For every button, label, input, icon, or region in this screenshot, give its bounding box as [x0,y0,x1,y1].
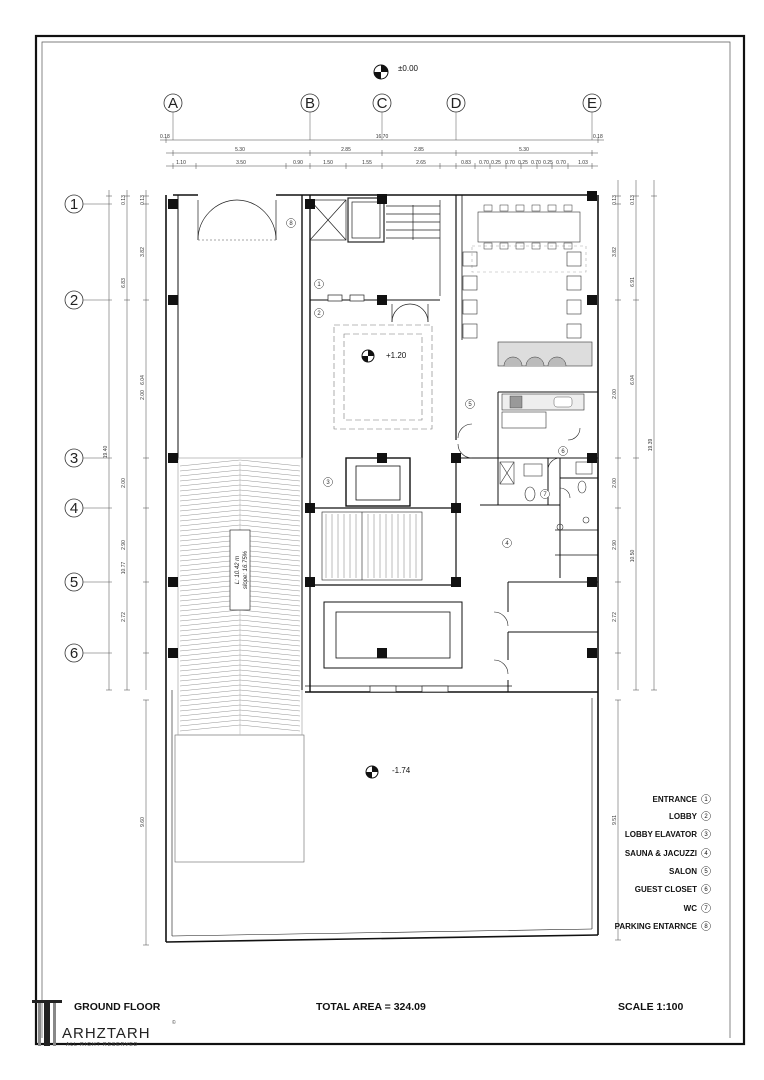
dim-right-inner-2: 2.00 [612,389,618,399]
dim-right-mid-1: 6.91 [630,277,636,287]
room-number-1 [315,280,324,289]
dim-top-mid-0: 5.30 [235,147,245,153]
structural-column [377,648,387,658]
structural-column [305,199,315,209]
dim-top-detail-6: 0.83 [461,160,471,166]
structural-column [587,453,597,463]
legend-label-parking-entrance: PARKING ENTARNCE [614,922,697,931]
grid-col-c-label: C [376,95,388,112]
row-grid [65,195,112,662]
room-number-1-label: 1 [317,282,321,288]
dim-right-inner-1: 3.82 [612,247,618,257]
grid-col-e-label: E [586,95,598,112]
legend-label-sauna: SAUNA & JACUZZI [624,849,697,858]
legend-label-wc: WC [683,904,697,913]
dim-left-mid-1: 6.83 [121,278,127,288]
legend [615,795,711,932]
dim-top-overall-1: 16.70 [375,134,389,140]
entrance-doors [198,200,276,240]
grid-row-4-label: 4 [69,500,79,517]
floor-title: GROUND FLOOR [74,1001,161,1013]
legend-label-entrance: ENTRANCE [652,795,697,804]
dim-top-detail-0: 1.10 [176,160,186,166]
dim-top-detail-10: 0.25 [518,160,528,166]
grid-row-5 [65,573,112,591]
legend-num-salon: 5 [704,869,708,875]
room-number-5 [466,400,475,409]
parking-level-mark [366,766,411,778]
dim-right-inner-5: 2.72 [612,612,618,622]
room-number-5-label: 5 [468,402,472,408]
dim-left-inner-6: 2.72 [121,612,127,622]
legend-label-guest-closet: GUEST CLOSET [634,885,697,894]
stair-treads [326,514,416,578]
grid-row-2-label: 2 [69,292,79,309]
legend-label-lobby-elevator: LOBBY ELAVATOR [624,830,697,839]
grid-col-d-label: D [450,95,462,112]
legend-num-entrance: 1 [704,797,708,803]
grid-row-3-label: 3 [69,450,79,467]
structural-column [587,577,597,587]
dim-top-mid-3: 5.30 [519,147,529,153]
room-number-4-label: 4 [505,541,509,547]
grid-col-b [301,94,319,140]
grid-row-6 [65,644,112,662]
lobby-platform [334,325,432,429]
dim-right-inner-4: 2.90 [612,540,618,550]
dim-top-overall-2: 0.18 [593,134,603,140]
dim-top-overall-0: 0.18 [160,134,170,140]
parking-level-label: -1.74 [392,766,411,775]
dim-top-detail-2: 0.90 [293,160,303,166]
dim-right-mid-0: 0.13 [630,195,636,205]
top-level-mark [374,64,419,79]
chair [516,205,524,211]
chair [564,205,572,211]
grid-col-a-label: A [167,95,179,112]
structural-column [377,194,387,204]
top-stair-elevator [310,198,440,296]
structural-column [305,577,315,587]
dim-top-detail-5: 2.65 [416,160,426,166]
structural-column [377,453,387,463]
structural-column [305,503,315,513]
dim-left-inner-2: 6.04 [140,375,146,385]
room-number-2 [315,309,324,318]
legend-label-salon: SALON [669,867,697,876]
dim-top-detail-1: 3.50 [236,160,246,166]
dim-top-mid-1: 2.85 [341,147,351,153]
lobby-doors [392,304,428,322]
room-number-8-label: 8 [289,221,293,227]
dim-left-inner-4: 2.00 [121,478,127,488]
structural-column [377,295,387,305]
ramp-slope: slope: 16.75% [243,550,249,590]
grid-col-d [447,94,465,140]
legend-num-lobby-elevator: 3 [704,832,708,838]
structural-column [168,295,178,305]
building-walls [166,195,598,692]
legend-num-wc: 7 [704,906,708,912]
grid-row-2 [65,291,112,309]
dim-top-detail-7: 0.70 [479,160,489,166]
grid-row-1-label: 1 [69,196,79,213]
structural-column [168,577,178,587]
structural-column [451,453,461,463]
grid-col-b-label: B [304,95,316,112]
room-number-3-label: 3 [326,480,330,486]
logo-tagline: ALL RIGHT RESERVED [66,1042,139,1048]
dim-left-mid-2: 10.77 [121,561,127,575]
dim-left-inner-7: 9.60 [140,817,146,827]
dim-top-detail-11: 0.70 [531,160,541,166]
dimension-top-mid [166,150,598,156]
kitchen-counter [498,342,592,428]
dim-right-outer-0: 19.39 [648,438,654,452]
ramp-label-box [230,530,250,610]
dim-right-inner-3: 2.00 [612,478,618,488]
dimension-right-chains [615,180,657,940]
lobby-elevator [346,458,410,506]
structural-column [168,199,178,209]
dim-top-detail-14: 1.03 [578,160,588,166]
legend-num-lobby: 2 [704,814,708,820]
interior-doors [458,424,580,674]
dim-right-inner-0: 0.13 [612,195,618,205]
dim-top-detail-9: 0.70 [505,160,515,166]
dim-top-detail-12: 0.25 [543,160,553,166]
lower-stair [322,512,422,580]
legend-num-sauna: 4 [704,851,708,857]
structural-column [587,648,597,658]
top-level-label: ±0.00 [398,64,418,73]
dim-left-inner-5: 2.90 [121,540,127,550]
dim-left-outer-0: 19.40 [103,445,109,459]
grid-row-6-label: 6 [69,645,79,662]
dim-top-detail-13: 0.70 [556,160,566,166]
legend-num-parking-entrance: 8 [704,924,708,930]
structural-column [451,577,461,587]
room-number-6 [559,447,568,456]
ramp-length: L: 10.42 m [235,555,241,585]
dim-left-inner-1: 3.82 [140,247,146,257]
legend-num-guest-closet: 6 [704,887,708,893]
dim-left-mid-0: 0.13 [121,195,127,205]
room-number-8 [287,219,296,228]
chair [532,205,540,211]
dim-right-inner-6: 9.51 [612,815,618,825]
dim-right-mid-3: 10.50 [630,549,636,563]
dining-chairs [484,205,572,249]
lobby-level-mark [362,350,407,362]
room-number-7 [541,490,550,499]
legend-label-lobby: LOBBY [669,812,697,821]
room-number-2-label: 2 [317,311,321,317]
dim-left-inner-0: 0.13 [140,195,146,205]
logo-mark: © [172,1020,177,1026]
room-number-6-label: 6 [561,449,565,455]
structural-column [451,503,461,513]
scale-label: SCALE 1:100 [618,1001,684,1013]
total-area: TOTAL AREA = 324.09 [316,1001,426,1013]
chair [548,205,556,211]
structural-column [587,295,597,305]
room-number-3 [324,478,333,487]
dim-right-mid-2: 6.04 [630,375,636,385]
structural-column [587,191,597,201]
lobby-level-label: +1.20 [386,351,407,360]
room-number-4 [503,539,512,548]
structural-column [168,453,178,463]
structural-column [168,648,178,658]
dining-table [472,212,586,272]
parking-area [166,690,598,942]
chair [484,205,492,211]
dim-top-detail-3: 1.50 [323,160,333,166]
grid-row-1 [65,195,112,213]
dimension-left-chains [106,190,149,945]
salon-sofas [463,252,581,338]
grid-row-4 [65,499,112,517]
room-number-7-label: 7 [543,492,547,498]
logo-name: ARHZTARH [62,1025,151,1042]
grid-row-5-label: 5 [69,574,79,591]
dim-left-inner-3: 2.00 [140,390,146,400]
dim-top-detail-8: 0.25 [491,160,501,166]
dim-top-mid-2: 2.85 [414,147,424,153]
dim-top-detail-4: 1.55 [362,160,372,166]
chair [500,205,508,211]
